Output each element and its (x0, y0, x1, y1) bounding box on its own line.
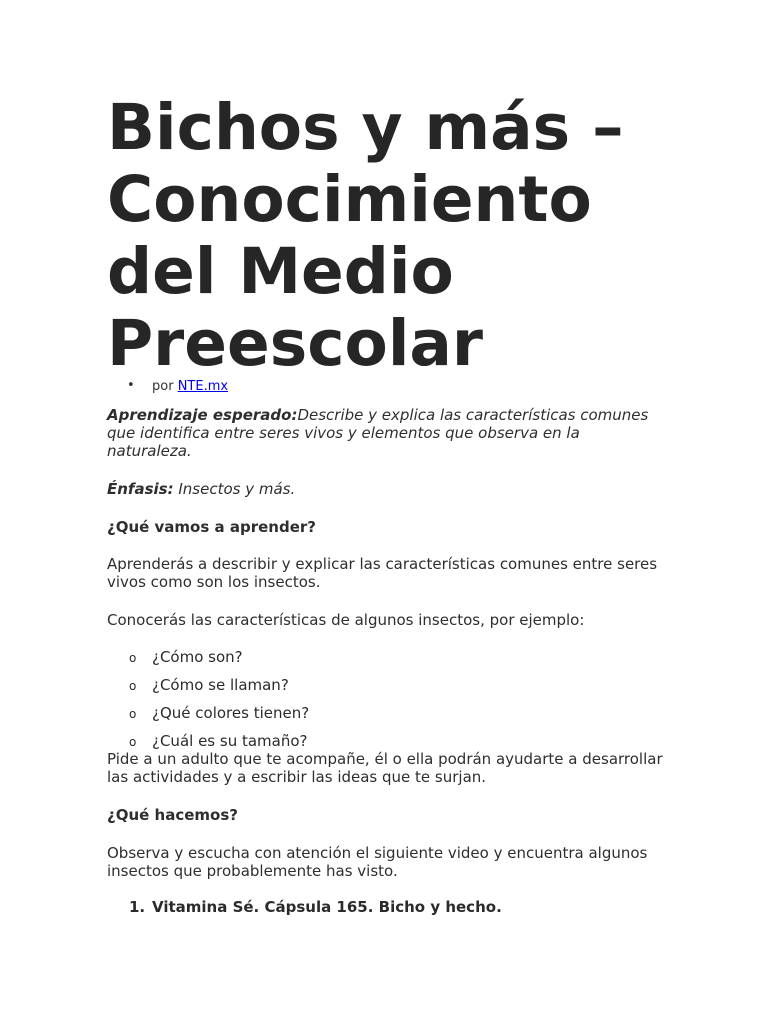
emphasis-label: Énfasis: (107, 480, 174, 498)
circle-bullet-icon: o (129, 651, 137, 665)
title-line: Bichos y más – (107, 91, 624, 164)
emphasis (107, 480, 667, 498)
list-item-text: ¿Cómo son? (152, 648, 243, 666)
circle-bullet-icon: o (129, 707, 137, 721)
list-item-text: ¿Qué colores tienen? (152, 704, 310, 722)
list-item-text: ¿Cómo se llaman? (152, 676, 289, 694)
section-heading: ¿Qué hacemos? (107, 806, 238, 824)
list-item (107, 648, 667, 676)
learning-objective (107, 406, 667, 460)
item-number: 1. (129, 898, 146, 916)
item-text: Vitamina Sé. Cápsula 165. Bicho y hecho. (152, 898, 502, 916)
page-title (107, 92, 707, 380)
circle-bullet-icon: o (129, 679, 137, 693)
title-line: Preescolar (107, 307, 484, 380)
paragraph: Observa y escucha con atención el siguiente video y encuentra algunos insectos que probablemente has visto. (107, 844, 648, 880)
title-line: Conocimiento (107, 163, 592, 236)
circle-bullet-icon: o (129, 735, 137, 749)
learning-objective-text: Describe y explica las características comunes que identifica entre seres vivos y elementos que observa en la naturaleza. (107, 406, 649, 460)
list-item (107, 704, 667, 732)
learning-objective-label: Aprendizaje esperado: (107, 406, 298, 424)
paragraph: Pide a un adulto que te acompañe, él o ella podrán ayudarte a desarrollar las actividades y a escribir las ideas que te surjan. (107, 750, 663, 786)
list-item-text: ¿Cuál es su tamaño? (152, 732, 308, 750)
paragraph: Aprenderás a describir y explicar las características comunes entre seres vivos como son los insectos. (107, 555, 658, 591)
emphasis-text: Insectos y más. (173, 480, 296, 498)
question-list (107, 648, 667, 760)
list-item (107, 676, 667, 704)
byline-prefix: por (152, 379, 174, 394)
author-link[interactable]: NTE.mx (177, 379, 229, 394)
title-line: del Medio (107, 235, 454, 308)
paragraph: Conocerás las características de algunos insectos, por ejemplo: (107, 611, 585, 629)
section-heading: ¿Qué vamos a aprender? (107, 518, 316, 536)
bullet-icon: • (127, 378, 135, 393)
